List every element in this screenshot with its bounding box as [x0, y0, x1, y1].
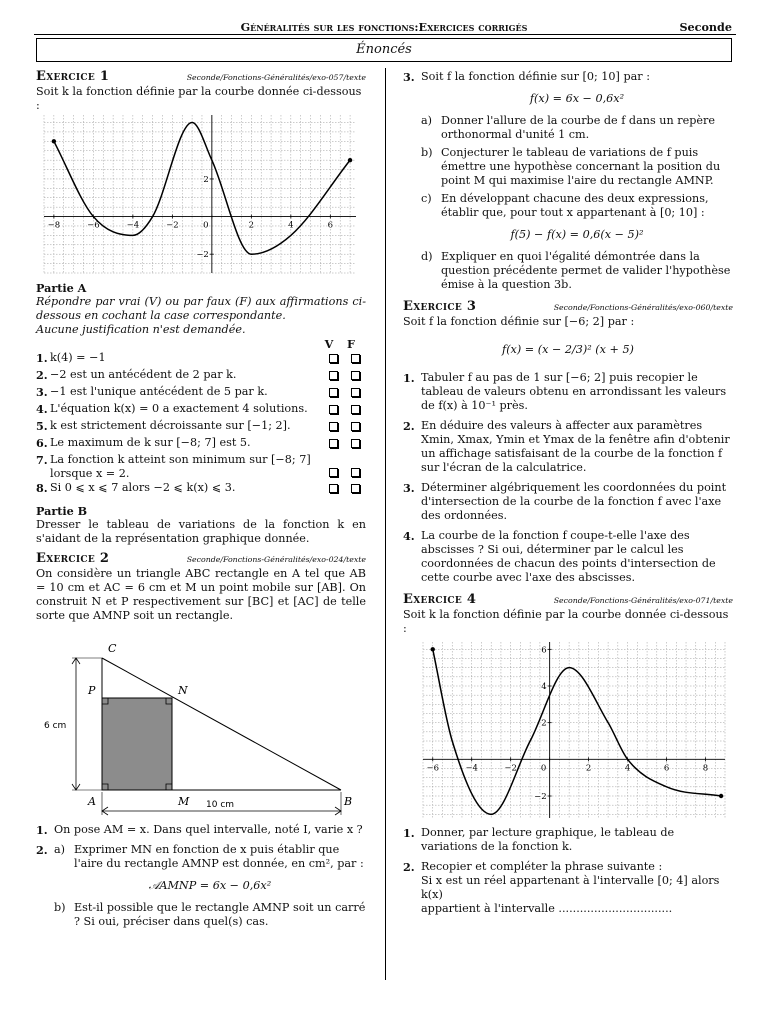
- vf-table: [36, 351, 366, 498]
- header-rule: [34, 34, 736, 35]
- ex4-item-number: 2.: [403, 860, 415, 874]
- y-tick-label: 6: [541, 645, 547, 656]
- exercise-3-questions: [403, 371, 733, 585]
- ex2-q3b-text: Conjecturer le tableau de variations de f puis émettre une hypothèse concernant la position du point M qui maximise l'aire du rectangle AMNP.: [441, 146, 721, 187]
- x-tick-label: −4: [126, 220, 140, 231]
- curve-graph-2: [403, 640, 733, 820]
- right-column: [403, 70, 733, 916]
- ex2-q3b-label: b): [421, 146, 433, 159]
- y-tick-label: 2: [203, 174, 209, 185]
- vf-item-number: 2.: [36, 368, 48, 382]
- ex2-q2a: [54, 843, 366, 871]
- exercise-4-path: Seconde/Fonctions-Généralités/exo-071/texte: [553, 596, 733, 605]
- vf-cell-v: [322, 368, 344, 385]
- ex4-item-number: 1.: [403, 826, 415, 840]
- triangle-figure: [36, 627, 366, 817]
- x-tick-label: −2: [166, 220, 179, 231]
- ex3-item-number: 1.: [403, 371, 415, 385]
- ex3-item-text: En déduire des valeurs à affecter aux paramètres Xmin, Xmax, Ymin et Ymax de la fenêtre afin d'obtenir un affichage satisfaisant de la courbe de la fonction f sur l'écran de la calculatrice.: [421, 419, 730, 474]
- ex3-item-number: 3.: [403, 481, 415, 495]
- ex2-q3c-text: En développant chacune des deux expressions, établir que, pour tout x appartenant à [0; 10] :: [441, 192, 709, 219]
- vf-item-text: −2 est un antécédent de 2 par k.: [50, 368, 237, 381]
- ex3-item-text: La courbe de la fonction f coupe-t-elle l'axe des abscisses ? Si oui, déterminer par le calcul les coordonnées de chacun des points d'intersection de cette courbe avec l'axe des abscisses.: [421, 529, 716, 584]
- label-m: M: [178, 795, 190, 808]
- ex2-q1-num: 1.: [36, 823, 48, 837]
- x-tick-label: 8: [702, 763, 709, 774]
- exercise-3-title: Exercice 3: [403, 299, 477, 314]
- ex2-q3-num: 3.: [403, 70, 415, 84]
- ex2-q2b-label: b): [54, 901, 66, 914]
- x-tick-label: 4: [288, 220, 294, 231]
- ex3-item: [403, 419, 733, 475]
- exercise-2-path: Seconde/Fonctions-Généralités/exo-024/texte: [186, 555, 366, 564]
- x-tick-label: 6: [327, 220, 334, 231]
- y-tick-label: −2: [196, 250, 209, 261]
- x-tick-label: −4: [465, 763, 478, 774]
- exercise-2-header: [36, 552, 366, 567]
- checkbox-f[interactable]: [351, 388, 360, 397]
- vf-item-text: −1 est l'unique antécédent de 5 par k.: [50, 385, 268, 398]
- left-column: [36, 70, 366, 929]
- vf-cell-f: [344, 368, 366, 385]
- checkbox-f[interactable]: [351, 439, 360, 448]
- vf-cell-v: [322, 481, 344, 498]
- ex2-q3: [403, 70, 733, 292]
- f-label: F: [347, 337, 355, 351]
- page-title: Généralités sur les fonctions:Exercices corrigés: [240, 20, 528, 34]
- vf-cell-f: [344, 385, 366, 402]
- exercise-2-questions: [36, 823, 366, 929]
- exercise-3-header: [403, 300, 733, 315]
- ex3-item: [403, 481, 733, 523]
- x-tick-label: 2: [248, 220, 255, 231]
- vf-item-number: 5.: [36, 419, 48, 433]
- vf-cell-v: [322, 453, 344, 481]
- y-tick-label: 2: [541, 718, 547, 729]
- checkbox-v[interactable]: [329, 354, 338, 363]
- exercise-4-title: Exercice 4: [403, 592, 477, 607]
- vf-cell-v: [322, 351, 344, 368]
- vf-cell-f: [344, 436, 366, 453]
- vf-row: [36, 351, 366, 368]
- vf-row: [36, 368, 366, 385]
- ex4-item-text: Recopier et compléter la phrase suivante :: [421, 860, 663, 873]
- ex2-q3d-text: Expliquer en quoi l'égalité démontrée dans la question précédente permet de valider l'hypothèse émise à la question 3b.: [441, 250, 731, 291]
- checkbox-f[interactable]: [351, 371, 360, 380]
- y-tick-label: −2: [534, 792, 547, 802]
- exercise-4-header: [403, 593, 733, 608]
- x-tick-label: 0: [540, 763, 547, 774]
- partB-title: Partie B: [36, 504, 88, 518]
- checkbox-v[interactable]: [329, 439, 338, 448]
- vf-cell-v: [322, 419, 344, 436]
- label-b: B: [344, 795, 353, 808]
- ex2-q3b: [421, 146, 733, 188]
- x-tick-label: 2: [585, 763, 592, 774]
- ex2-q3a-label: a): [421, 114, 433, 127]
- exercise-1-intro: Soit k la fonction définie par la courbe donnée ci-dessous :: [36, 85, 362, 112]
- exercise-2-intro: On considère un triangle ABC rectangle en A tel que AB = 10 cm et AC = 6 cm et M un point mobile sur [AB]. On construit N et P respectivement sur [BC] et [AC] de telle sorte que AMNP soit un rectangle.: [36, 567, 366, 622]
- checkbox-v[interactable]: [329, 422, 338, 431]
- partA-title: Partie A: [36, 281, 87, 295]
- ex4-sentence-1: Si x est un réel appartenant à l'intervalle [0; 4] alors k(x): [421, 874, 720, 901]
- ex2-q2a-label: a): [54, 843, 66, 856]
- checkbox-v[interactable]: [329, 405, 338, 414]
- ex2-q2a-text: Exprimer MN en fonction de x puis établir que l'aire du rectangle AMNP est donnée, en cm², par :: [74, 843, 364, 870]
- vf-header: [36, 337, 366, 351]
- curve-endpoint: [52, 139, 56, 143]
- vf-item-text: La fonction k atteint son minimum sur [−8; 7] lorsque x = 2.: [50, 453, 311, 480]
- ex3-item: [403, 371, 733, 413]
- ex2-q3-text: Soit f la fonction définie sur [0; 10] par :: [421, 70, 650, 83]
- ex2-q3-formula: f(x) = 6x − 0,6x²: [529, 92, 625, 105]
- ex2-q3c-formula: f(5) − f(x) = 0,6(x − 5)²: [510, 228, 644, 241]
- ex4-item: [403, 826, 733, 854]
- vf-item-number: 4.: [36, 402, 48, 416]
- vf-cell-v: [322, 385, 344, 402]
- ex2-q3c-label: c): [421, 192, 432, 205]
- label-p: P: [88, 684, 96, 697]
- ex2-q3d: [421, 250, 733, 292]
- ex4-sentence-2: appartient à l'intervalle ................................: [421, 902, 673, 915]
- x-tick-label: 4: [624, 763, 631, 774]
- vf-cell-v: [322, 402, 344, 419]
- x-tick-label: −6: [426, 763, 440, 774]
- checkbox-f[interactable]: [351, 405, 360, 414]
- ex4-item-text: Donner, par lecture graphique, le tableau de variations de la fonction k.: [421, 826, 675, 853]
- checkbox-v[interactable]: [329, 371, 338, 380]
- curve-endpoint: [719, 794, 723, 798]
- x-tick-label: 0: [203, 220, 209, 231]
- curve-endpoint: [431, 647, 435, 651]
- ex2-q2: [36, 843, 366, 929]
- vf-cell-f: [344, 419, 366, 436]
- vf-cell-f: [344, 351, 366, 368]
- checkbox-v[interactable]: [329, 388, 338, 397]
- ex2-q2b-text: Est-il possible que le rectangle AMNP soit un carré ? Si oui, préciser dans quel(s) cas.: [74, 901, 366, 928]
- partA-instruction: Répondre par vrai (V) ou par faux (F) aux affirmations ci-dessous en cochant la case correspondante.: [36, 295, 366, 322]
- ex2-q2a-formula: 𝒜AMNP = 6x − 0,6x²: [148, 879, 272, 892]
- vf-row: [36, 481, 366, 498]
- ex3-item-number: 2.: [403, 419, 415, 433]
- ex2-q2b: [54, 901, 366, 929]
- ex3-item-number: 4.: [403, 529, 415, 543]
- vf-row: [36, 385, 366, 402]
- vf-item-text: Si 0 ⩽ x ⩽ 7 alors −2 ⩽ k(x) ⩽ 3.: [50, 481, 236, 494]
- vf-item-text: Le maximum de k sur [−8; 7] est 5.: [50, 436, 251, 449]
- checkbox-f[interactable]: [351, 422, 360, 431]
- checkbox-f[interactable]: [351, 484, 360, 493]
- vf-item-number: 3.: [36, 385, 48, 399]
- rectangle-amnp: [102, 698, 172, 790]
- x-tick-label: 6: [663, 763, 670, 774]
- x-tick-label: −8: [47, 220, 61, 231]
- label-width: 10 cm: [206, 800, 235, 810]
- vf-item-text: k(4) = −1: [50, 351, 106, 364]
- level-label: Seconde: [679, 20, 732, 34]
- ex3-item: [403, 529, 733, 585]
- x-tick-label: −2: [504, 763, 517, 774]
- vf-item-number: 8.: [36, 481, 48, 495]
- vf-item-text: L'équation k(x) = 0 a exactement 4 solutions.: [50, 402, 308, 415]
- x-tick-label: −6: [87, 220, 100, 231]
- exercise-3-intro: Soit f la fonction définie sur [−6; 2] par :: [403, 315, 635, 328]
- vf-cell-f: [344, 453, 366, 481]
- vf-item-number: 7.: [36, 453, 48, 467]
- vf-item-number: 1.: [36, 351, 48, 365]
- vf-row: [36, 436, 366, 453]
- ex4-item: [403, 860, 733, 874]
- checkbox-v[interactable]: [329, 484, 338, 493]
- label-height: 6 cm: [44, 721, 67, 731]
- exercise-2-questions-cont: [403, 70, 733, 292]
- label-n: N: [178, 684, 188, 697]
- ex2-q3c: [421, 192, 733, 220]
- v-label: V: [324, 337, 334, 351]
- exercise-3-formula: f(x) = (x − 2/3)² (x + 5): [502, 343, 634, 356]
- ex2-q1-text: On pose AM = x. Dans quel intervalle, noté I, varie x ?: [54, 823, 363, 836]
- exercise-3-path: Seconde/Fonctions-Généralités/exo-060/texte: [553, 303, 733, 312]
- vf-item-number: 6.: [36, 436, 48, 450]
- section-box: Énoncés: [36, 38, 732, 62]
- partA-note: Aucune justification n'est demandée.: [36, 323, 246, 336]
- partB-text: Dresser le tableau de variations de la fonction k en s'aidant de la représentation graphique donnée.: [36, 518, 366, 545]
- vf-cell-f: [344, 402, 366, 419]
- exercise-4-intro: Soit k la fonction définie par la courbe donnée ci-dessous :: [403, 608, 729, 635]
- vf-row: [36, 453, 366, 481]
- exercise-2-title: Exercice 2: [36, 551, 110, 566]
- ex2-q3d-label: d): [421, 250, 433, 263]
- exercise-1-path: Seconde/Fonctions-Généralités/exo-057/texte: [186, 73, 366, 82]
- vf-row: [36, 402, 366, 419]
- vf-item-text: k est strictement décroissante sur [−1; 2].: [50, 419, 291, 432]
- ex2-q2-num: 2.: [36, 843, 48, 857]
- curve-graph-1: [30, 113, 360, 275]
- y-tick-label: 4: [541, 682, 547, 692]
- vf-cell-v: [322, 436, 344, 453]
- column-separator: [385, 68, 386, 980]
- checkbox-v[interactable]: [329, 468, 338, 477]
- ex3-item-text: Déterminer algébriquement les coordonnées du point d'intersection de la courbe de la fonction f avec l'axe des ordonnées.: [421, 481, 727, 522]
- vf-row: [36, 419, 366, 436]
- ex2-q3a: [421, 114, 733, 142]
- exercise-4-questions: [403, 826, 733, 874]
- ex2-q3a-text: Donner l'allure de la courbe de f dans un repère orthonormal d'unité 1 cm.: [441, 114, 715, 141]
- curve-endpoint: [348, 158, 352, 162]
- label-c: C: [108, 642, 117, 655]
- label-a: A: [88, 795, 96, 808]
- vf-cell-f: [344, 481, 366, 498]
- ex3-item-text: Tabuler f au pas de 1 sur [−6; 2] puis recopier le tableau de valeurs obtenu en arrondissant les valeurs de f(x) à 10⁻¹ près.: [421, 371, 727, 412]
- ex2-q1: [36, 823, 366, 837]
- checkbox-f[interactable]: [351, 354, 360, 363]
- checkbox-f[interactable]: [351, 468, 360, 477]
- exercise-1-header: [36, 70, 366, 85]
- exercise-1-title: Exercice 1: [36, 69, 110, 84]
